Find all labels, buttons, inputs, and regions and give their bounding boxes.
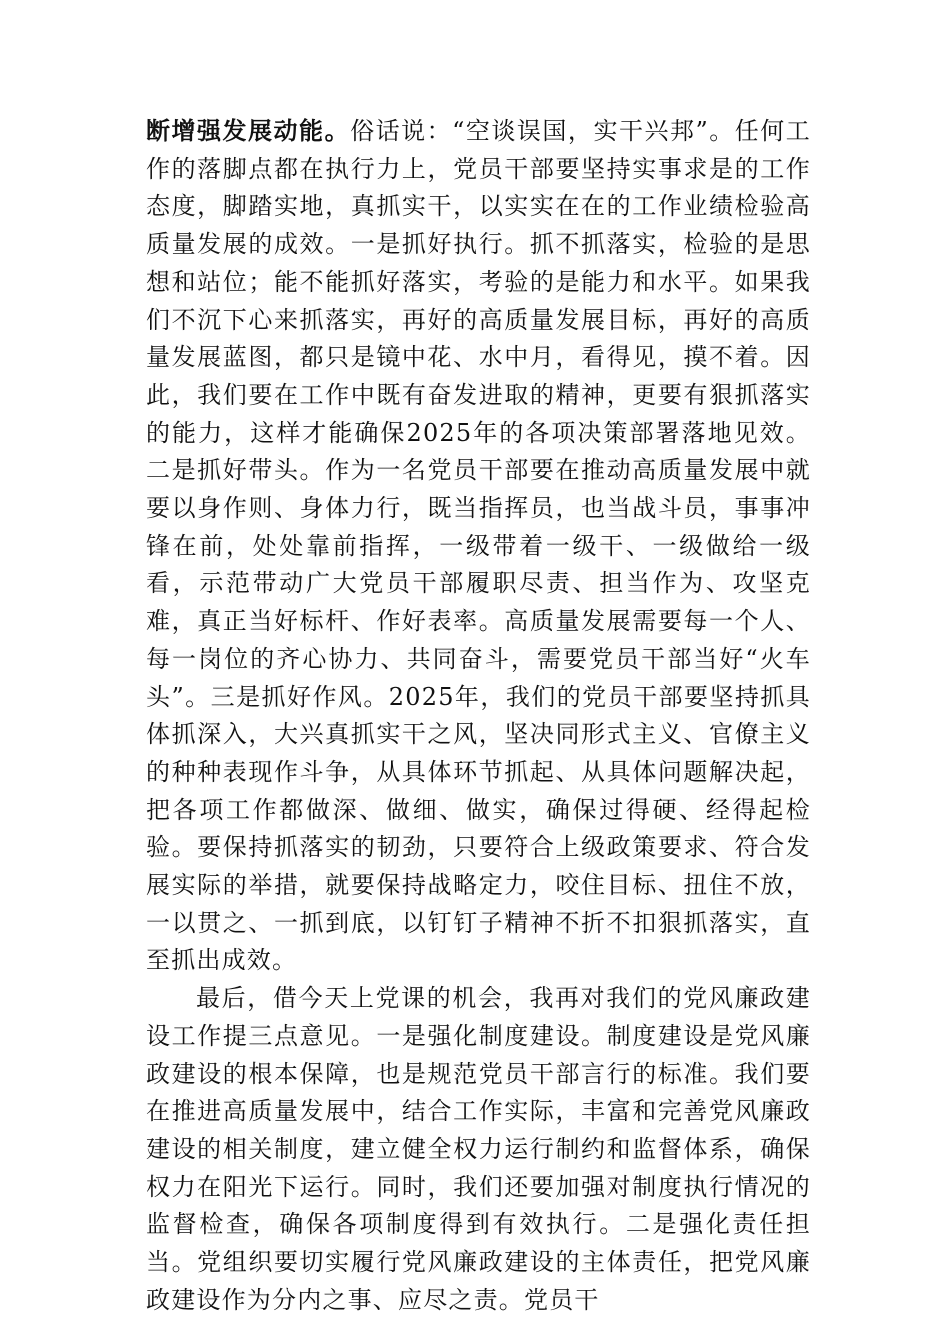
paragraph-2-body: 最后，借今天上党课的机会，我再对我们的党风廉政建设工作提三点意见。一是强化制度建设。制度建设是党风廉政建设的根本保障，也是规范党员干部言行的标准。我们要在推进高质量发展中，结合工作实际，丰富和完善党风廉政建设的相关制度，建立健全权力运行制约和监督体系，确保权力在阳光下运行。同时，我们还要加强对制度执行情况的监督检查，确保各项制度得到有效执行。二是强化责任担当。党组织要切实履行党风廉政建设的主体责任，把党风廉政建设作为分内之事、应尽之责。党员干 <box>146 984 811 1314</box>
paragraph-1-lead: 断增强发展动能。 <box>146 117 351 145</box>
paragraph-1 <box>146 113 811 980</box>
document-body <box>146 113 811 1320</box>
paragraph-1-body: 俗话说：“空谈误国，实干兴邦”。任何工作的落脚点都在执行力上，党员干部要坚持实事求是的工作态度，脚踏实地，真抓实干，以实实在在的工作业绩检验高质量发展的成效。一是抓好执行。抓不抓落实，检验的是思想和站位；能不能抓好落实，考验的是能力和水平。如果我们不沉下心来抓落实，再好的高质量发展目标，再好的高质量发展蓝图，都只是镜中花、水中月，看得见，摸不着。因此，我们要在工作中既有奋发进取的精神，更要有狠抓落实的能力，这样才能确保2025年的各项决策部署落地见效。二是抓好带头。作为一名党员干部要在推动高质量发展中就要以身作则、身体力行，既当指挥员，也当战斗员，事事冲锋在前，处处靠前指挥，一级带着一级干、一级做给一级看，示范带动广大党员干部履职尽责、担当作为、攻坚克难，真正当好标杆、作好表率。高质量发展需要每一个人、每一岗位的齐心协力、共同奋斗，需要党员干部当好“火车头”。三是抓好作风。2025年，我们的党员干部要坚持抓具体抓深入，大兴真抓实干之风，坚决同形式主义、官僚主义的种种表现作斗争，从具体环节抓起、从具体问题解决起，把各项工作都做深、做细、做实，确保过得硬、经得起检验。要保持抓落实的韧劲，只要符合上级政策要求、符合发展实际的举措，就要保持战略定力，咬住目标、扭住不放，一以贯之、一抓到底，以钉钉子精神不折不扣狠抓落实，直至抓出成效。 <box>146 117 811 975</box>
paragraph-2 <box>146 980 811 1319</box>
